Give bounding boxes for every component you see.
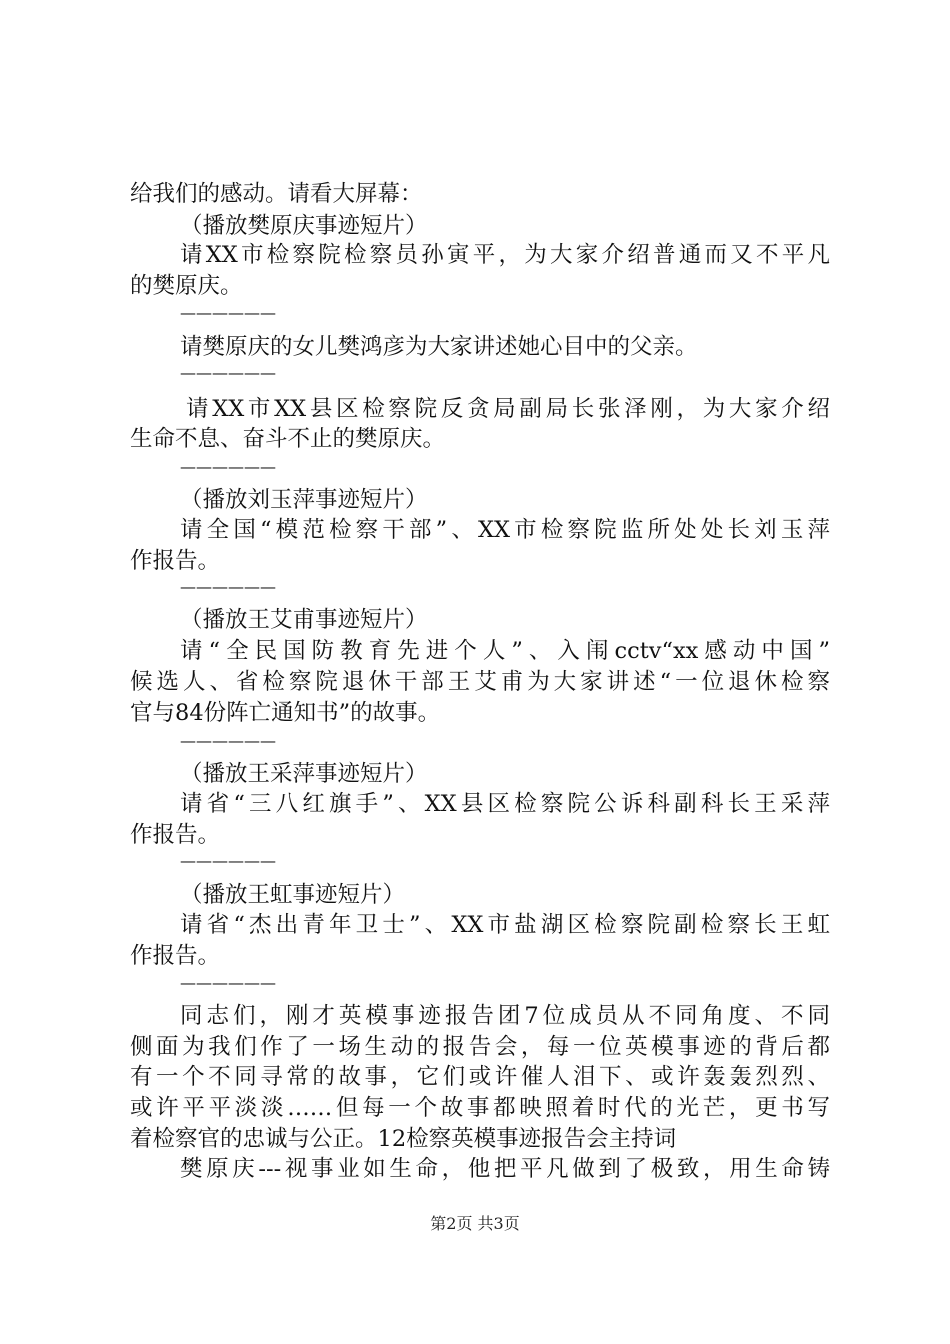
text-line: （播放王虹事迹短片）	[180, 882, 406, 908]
separator-dashes: ——————	[180, 577, 276, 596]
text-line: 官与84份阵亡通知书”的故事。	[130, 700, 441, 726]
text-line: 的樊原庆。	[130, 273, 243, 299]
separator-dashes: ——————	[180, 731, 276, 750]
separator-dashes: ——————	[180, 303, 276, 322]
text-line: 作报告。	[130, 548, 221, 574]
text-line: 请“全民国防教育先进个人”、入闱cctv“xx感动中国”	[180, 638, 830, 664]
text-line: 请樊原庆的女儿樊鸿彦为大家讲述她心目中的父亲。	[180, 334, 698, 360]
text-line: （播放樊原庆事迹短片）	[180, 213, 428, 239]
text-line: 请省“杰出青年卫士”、XX市盐湖区检察院副检察长王虹	[180, 912, 830, 938]
separator-dashes: ——————	[180, 973, 276, 992]
text-line: 或许平平淡淡……但每一个故事都映照着时代的光芒，更书写	[130, 1095, 830, 1121]
separator-dashes: ——————	[180, 457, 276, 476]
text-line: 请省“三八红旗手”、XX县区检察院公诉科副科长王采萍	[180, 791, 830, 817]
page-number-footer: 第2页 共3页	[430, 1214, 520, 1233]
text-line: 请全国“模范检察干部”、XX市检察院监所处处长刘玉萍	[180, 517, 830, 543]
text-line: 请XX市XX县区检察院反贪局副局长张泽刚，为大家介绍	[186, 396, 830, 422]
text-line: 给我们的感动。请看大屏幕：	[130, 181, 423, 207]
text-line: （播放王艾甫事迹短片）	[180, 607, 428, 633]
text-line: 樊原庆---视事业如生命，他把平凡做到了极致，用生命铸	[180, 1156, 830, 1182]
separator-dashes: ——————	[180, 363, 276, 382]
text-line: 作报告。	[130, 943, 221, 969]
text-line: 着检察官的忠诚与公正。12检察英模事迹报告会主持词	[130, 1126, 677, 1152]
text-line: 生命不息、奋斗不止的樊原庆。	[130, 426, 446, 452]
text-line: 同志们，刚才英模事迹报告团7位成员从不同角度、不同	[180, 1003, 830, 1029]
separator-dashes: ——————	[180, 851, 276, 870]
text-line: （播放刘玉萍事迹短片）	[180, 487, 428, 513]
text-line: （播放王采萍事迹短片）	[180, 761, 428, 787]
text-line: 候选人、省检察院退休干部王艾甫为大家讲述“一位退休检察	[130, 669, 830, 695]
text-line: 作报告。	[130, 822, 221, 848]
text-line: 请XX市检察院检察员孙寅平，为大家介绍普通而又不平凡	[180, 242, 830, 268]
text-line: 侧面为我们作了一场生动的报告会，每一位英模事迹的背后都	[130, 1034, 830, 1060]
text-line: 有一个不同寻常的故事，它们或许催人泪下、或许轰轰烈烈、	[130, 1064, 830, 1090]
